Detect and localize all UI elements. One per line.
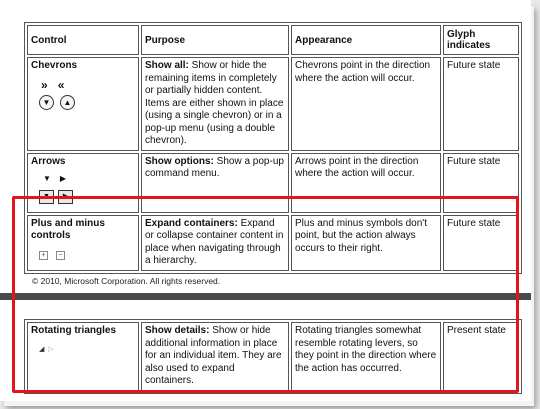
header-control: Control [27,25,139,55]
minus-icon[interactable]: − [56,251,65,260]
control-name: Plus and minus controls [31,217,105,241]
arrow-down-icon: ▼ [43,174,51,183]
cell-glyph: Future state [443,57,519,151]
purpose-bold: Show all: [145,60,189,71]
header-glyph: Glyph indicates [443,25,519,55]
header-purpose: Purpose [141,25,289,55]
cell-glyph: Future state [443,153,519,213]
double-chevron-left-icon: « [57,77,65,92]
purpose-text: Show a pop-up command menu. [145,155,284,179]
control-name: Chevrons [31,60,78,71]
double-chevron-right-icon: » [41,77,48,92]
purpose-bold: Expand containers: [145,217,238,229]
purpose-text: Expand or collapse container content in place when navigating through a hierarchy. [145,217,284,266]
cell-glyph: Present state [443,322,519,391]
triangle-right-icon[interactable]: ▷ [48,345,54,353]
arrow-right-icon: ▶ [59,174,66,183]
table-header-row [27,25,519,55]
cell-appearance: Rotating triangles somewhat resemble rotating levers, so they point in the direction where the action has occurred. [291,322,441,391]
arrow-down-button-icon[interactable]: ▼ [39,190,54,204]
cell-appearance: Arrows point in the direction where the action will occur. [291,153,441,213]
purpose-text: Show or hide additional information in place for an individual item. They are also used to expand containers. [145,325,282,386]
rotated-triangle-down-icon[interactable]: ◢ [39,345,45,353]
copyright-footer: © 2010, Microsoft Corporation. All rights reserved. [32,276,221,286]
arrow-right-button-icon[interactable]: ▶ [58,190,73,204]
chevron-up-circle-icon[interactable]: ▲ [60,95,75,110]
chevron-down-circle-icon[interactable]: ▼ [39,95,54,110]
header-appearance: Appearance [291,25,441,55]
control-name: Arrows [31,155,66,167]
plus-icon[interactable]: + [39,251,48,260]
cell-control [27,57,139,151]
red-highlight-box [12,196,519,393]
cell-appearance: Chevrons point in the direction where the action will occur. [291,57,441,151]
cell-appearance: Plus and minus symbols don't point, but the action always occurs to their right. [291,215,441,271]
table-row [27,57,519,151]
purpose-text: Show or hide the remaining items in completely or partially hidden content. Items are either shown in place (using a single chevron) or in a pop-up menu (using a double chevron). [145,60,284,146]
purpose-bold: Show options: [145,155,214,167]
cell-purpose [141,57,289,151]
purpose-bold: Show details: [145,325,210,336]
chevron-glyphs [31,79,135,92]
control-name: Rotating triangles [31,325,117,336]
cell-glyph: Future state [443,215,519,271]
